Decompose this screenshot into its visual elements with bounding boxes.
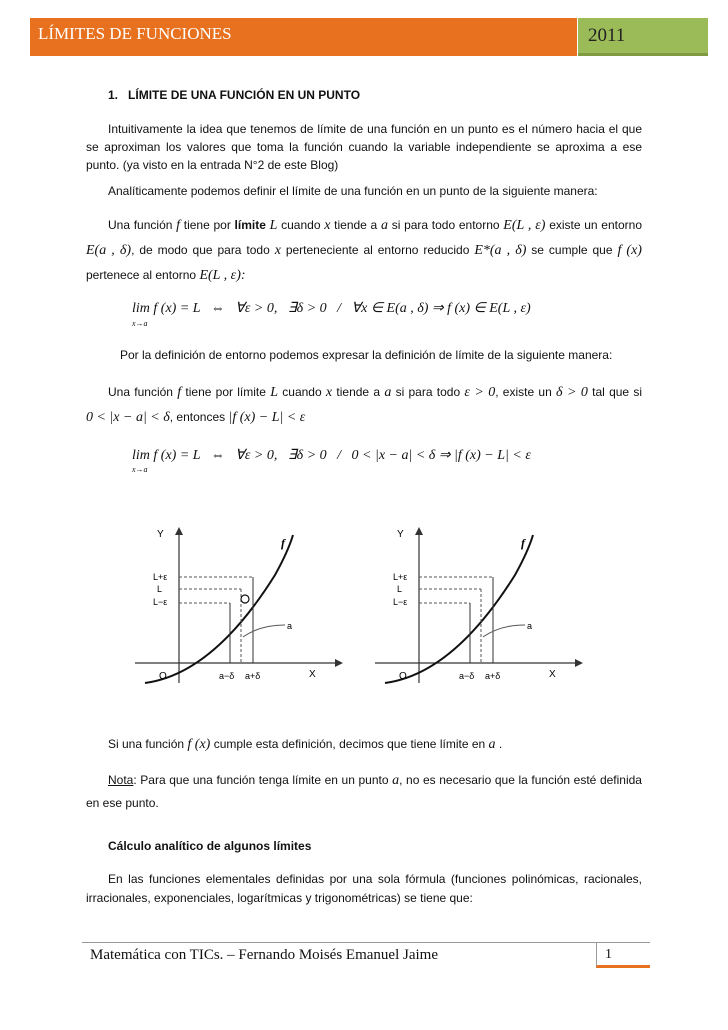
a-pointer-label: a bbox=[527, 621, 533, 631]
paragraph-analytic: Analíticamente podemos definir el límite de una función en un punto de la siguiente manera: bbox=[108, 184, 598, 198]
formula-subscript-2: x→a bbox=[132, 465, 148, 474]
function-label: f bbox=[281, 536, 285, 550]
a-pointer-label: a bbox=[287, 621, 293, 631]
paragraph-definition-1: Una función f tiene por límite L cuando x tiende a a si para todo entorno E(L , ε) existe un entorno E(a , δ), de modo que para todo x perteneciente al entorno reducido E*(a , δ) se cumple que f (x) pertenece al entorno E(L , ε): bbox=[86, 218, 643, 283]
formula-limit-definition-2: lim f (x) = L ⇔ ∀ε > 0, ∃δ > 0 / 0 < |x − a| < δ ⇒ |f (x) − L| < ε bbox=[132, 448, 531, 463]
document-year: 2011 bbox=[578, 18, 708, 56]
section-heading-2: Cálculo analítico de algunos límites bbox=[108, 839, 312, 853]
document-title: LÍMITES DE FUNCIONES bbox=[30, 18, 578, 56]
a-plus-delta-label: a+δ bbox=[485, 671, 501, 681]
x-axis-label: X bbox=[309, 669, 316, 680]
l-plus-epsilon-label: L+ε bbox=[153, 572, 168, 582]
l-minus-epsilon-label: L−ε bbox=[393, 597, 408, 607]
origin-label: O bbox=[159, 671, 167, 682]
note-label: Nota bbox=[108, 773, 134, 787]
y-axis-label: Y bbox=[397, 529, 404, 540]
page-header bbox=[30, 18, 708, 56]
x-axis-label: X bbox=[549, 669, 556, 680]
paragraph-entorno: Por la definición de entorno podemos expresar la definición de límite de la siguiente manera: bbox=[120, 348, 613, 362]
l-plus-epsilon-label: L+ε bbox=[393, 572, 408, 582]
paragraph-intro: Intuitivamente la idea que tenemos de límite de una función en un punto es el número hacia el que se aproximan los valores que toma la función cuando la variable independiente se aproxima a ese punto. (ya visto en la entrada N°2 de este Blog) bbox=[86, 122, 642, 172]
section-number: 1. bbox=[108, 88, 119, 102]
a-minus-delta-label: a−δ bbox=[459, 671, 475, 681]
y-axis-label: Y bbox=[157, 529, 164, 540]
l-label: L bbox=[157, 584, 163, 594]
paragraph-definition-2: Una función f tiene por límite L cuando x tiende a a si para todo ε > 0, existe un δ > 0 tal que si 0 < |x − a| < δ, entonces |f (x) − L| < ε bbox=[86, 385, 643, 425]
paragraph-note: Nota: Para que una función tenga límite en un punto a, no es necesario que la función esté definida en ese punto. bbox=[86, 773, 642, 810]
a-minus-delta-label: a−δ bbox=[219, 671, 235, 681]
formula-subscript-1: x→a bbox=[132, 319, 148, 328]
section-title: LÍMITE DE UNA FUNCIÓN EN UN PUNTO bbox=[128, 88, 361, 102]
paragraph-conclusion: Si una función f (x) cumple esta definición, decimos que tiene límite en a . bbox=[108, 737, 503, 752]
footer-author: Matemática con TICs. – Fernando Moisés Emanuel Jaime bbox=[90, 947, 438, 963]
origin-label: O bbox=[399, 671, 407, 682]
formula-limit-definition-1: lim f (x) = L ⇔ ∀ε > 0, ∃δ > 0 / ∀x ∈ E(a , δ) ⇒ f (x) ∈ E(L , ε) bbox=[132, 301, 531, 316]
l-minus-epsilon-label: L−ε bbox=[153, 597, 168, 607]
section-heading-1 bbox=[108, 86, 360, 104]
l-label: L bbox=[397, 584, 403, 594]
limit-graph-right bbox=[375, 525, 595, 695]
limit-graph-left bbox=[135, 525, 355, 695]
page-number: 1 bbox=[596, 943, 650, 968]
paragraph-elementary-functions: En las funciones elementales definidas por una sola fórmula (funciones polinómicas, racionales, irracionales, exponenciales, logarítmicas y trigonométricas) se tiene que: bbox=[86, 872, 642, 905]
function-label: f bbox=[521, 536, 525, 550]
page-footer bbox=[82, 942, 650, 968]
a-plus-delta-label: a+δ bbox=[245, 671, 261, 681]
